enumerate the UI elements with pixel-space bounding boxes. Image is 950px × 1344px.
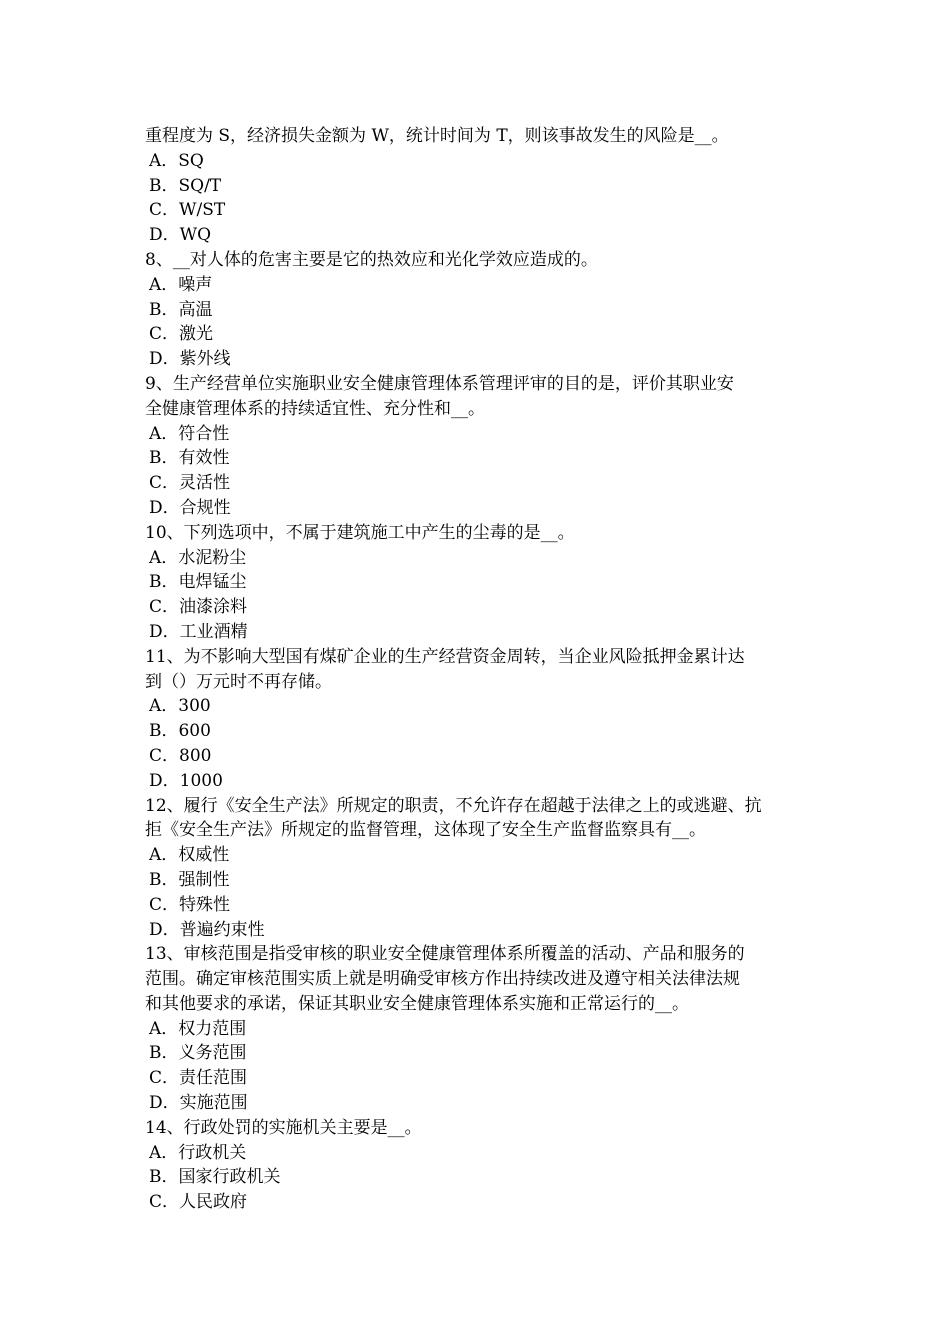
answer-option: B．强制性 <box>149 869 230 890</box>
question-text: 全健康管理体系的持续适宜性、充分性和__。 <box>145 398 485 419</box>
question-text: 11、为不影响大型国有煤矿企业的生产经营资金周转，当企业风险抵押金累计达 <box>145 646 745 667</box>
answer-option: A．符合性 <box>149 423 230 444</box>
answer-option: B．SQ/T <box>149 175 222 196</box>
question-text: 和其他要求的承诺，保证其职业安全健康管理体系实施和正常运行的__。 <box>145 993 689 1014</box>
answer-option: D．合规性 <box>149 497 231 518</box>
answer-option: A．噪声 <box>149 274 213 295</box>
question-text: 到（）万元时不再存储。 <box>145 671 332 692</box>
answer-option: C．800 <box>149 745 212 766</box>
answer-option: C．特殊性 <box>149 894 231 915</box>
answer-option: D．普遍约束性 <box>149 919 265 940</box>
answer-option: D．WQ <box>149 225 212 246</box>
answer-option: C．激光 <box>149 324 214 345</box>
question-text: 范围。确定审核范围实质上就是明确受审核方作出持续改进及遵守相关法律法规 <box>145 969 740 990</box>
answer-option: D．1000 <box>149 770 223 791</box>
question-text: 拒《安全生产法》所规定的监督管理，这体现了安全生产监督监察具有__。 <box>145 820 706 841</box>
question-text: 9、生产经营单位实施职业安全健康管理体系管理评审的目的是，评价其职业安 <box>145 373 734 394</box>
answer-option: A．300 <box>149 696 211 717</box>
answer-option: B．高温 <box>149 299 213 320</box>
answer-option: D．紫外线 <box>149 349 231 370</box>
answer-option: C．油漆涂料 <box>149 597 248 618</box>
answer-option: A．水泥粉尘 <box>149 547 247 568</box>
answer-option: C．W/ST <box>149 200 226 221</box>
answer-option: C．责任范围 <box>149 1068 248 1089</box>
answer-option: A．SQ <box>149 150 204 171</box>
question-text: 重程度为 S，经济损失金额为 W，统计时间为 T，则该事故发生的风险是__。 <box>145 126 729 146</box>
answer-option: B．有效性 <box>149 448 230 469</box>
question-text: 8、__对人体的危害主要是它的热效应和光化学效应造成的。 <box>145 249 598 270</box>
question-text: 14、行政处罚的实施机关主要是__。 <box>145 1117 422 1138</box>
answer-option: B．义务范围 <box>149 1043 247 1064</box>
answer-option: A．权力范围 <box>149 1018 247 1039</box>
answer-option: B．国家行政机关 <box>149 1167 281 1188</box>
answer-option: C．灵活性 <box>149 473 231 494</box>
question-text: 13、审核范围是指受审核的职业安全健康管理体系所覆盖的活动、产品和服务的 <box>145 944 745 965</box>
question-text: 12、履行《安全生产法》所规定的职责，不允许存在超越于法律之上的或逃避、抗 <box>145 795 762 816</box>
answer-option: A．行政机关 <box>149 1142 247 1163</box>
answer-option: B．600 <box>149 721 211 742</box>
answer-option: C．人民政府 <box>149 1192 248 1213</box>
question-text: 10、下列选项中，不属于建筑施工中产生的尘毒的是__。 <box>145 522 575 543</box>
answer-option: B．电焊锰尘 <box>149 572 247 593</box>
answer-option: D．工业酒精 <box>149 621 248 642</box>
document-body <box>145 124 815 1215</box>
answer-option: D．实施范围 <box>149 1093 248 1114</box>
answer-option: A．权威性 <box>149 845 230 866</box>
